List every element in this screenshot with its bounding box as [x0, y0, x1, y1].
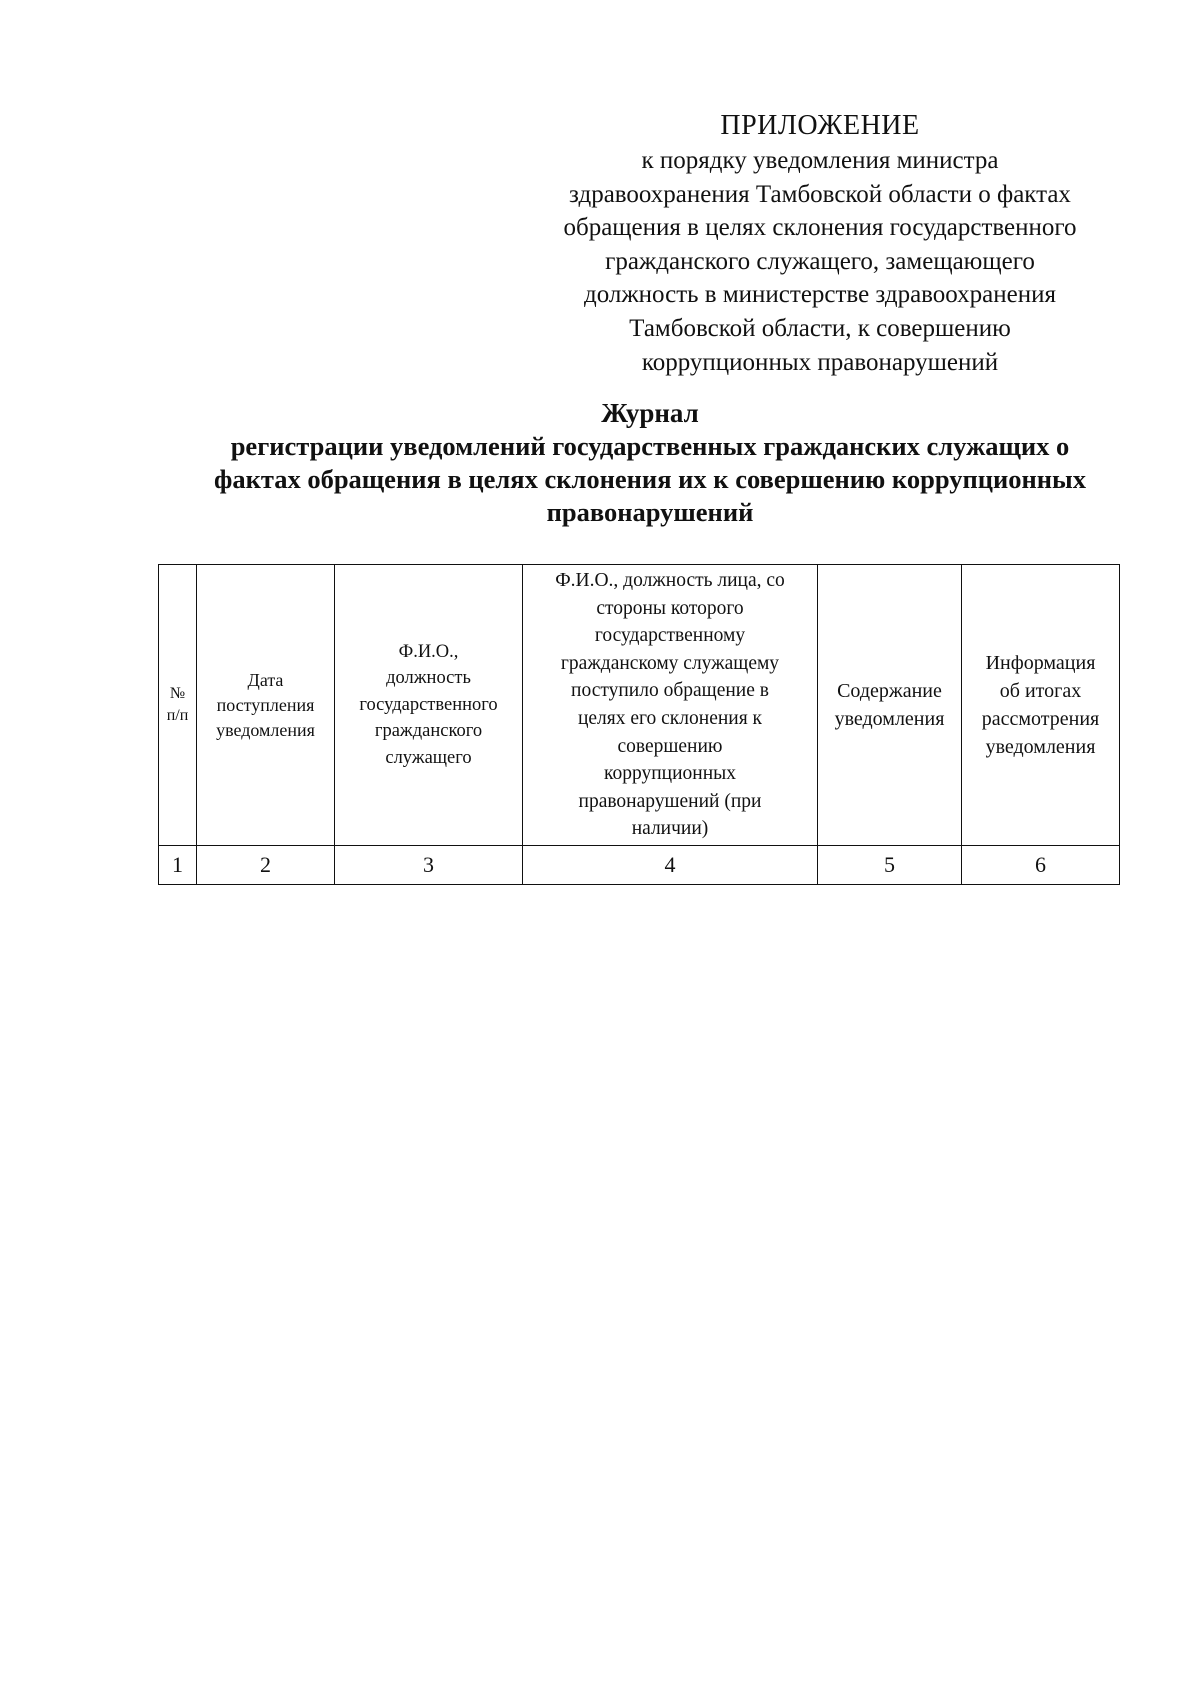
- column-number-cell: 2: [197, 846, 335, 885]
- header-text-line: стороны которого: [596, 597, 744, 619]
- header-text-line: Содержание: [837, 680, 942, 702]
- appendix-line: здравоохранения Тамбовской области о фактах: [569, 180, 1071, 208]
- appendix-line: должность в министерстве здравоохранения: [583, 281, 1057, 309]
- header-text-line: служащего: [385, 747, 472, 768]
- header-text-line: государственному: [594, 625, 746, 647]
- header-text-line: уведомления: [834, 708, 945, 730]
- journal-title: Журнал: [601, 398, 699, 428]
- header-text-line: п/п: [166, 707, 189, 724]
- appendix-line: коррупционных правонарушений: [641, 348, 999, 376]
- column-number-cell: 5: [818, 846, 962, 885]
- header-text-line: должность: [386, 668, 471, 689]
- journal-subtitle: [150, 430, 1150, 529]
- header-text-line: Информация: [985, 652, 1096, 674]
- journal-subtitle-line: регистрации уведомлений государственных гражданских служащих о: [230, 431, 1070, 461]
- column-number-cell: 1: [159, 846, 197, 885]
- header-text-line: рассмотрения: [981, 708, 1100, 730]
- header-cell-servant-name: [335, 565, 523, 846]
- header-cell-results: [962, 565, 1120, 846]
- header-text-line: уведомления: [216, 719, 315, 740]
- register-table: [158, 564, 1120, 885]
- header-cell-inducer: [523, 565, 818, 846]
- header-text-line: коррупционных: [603, 763, 736, 785]
- header-cell-date: [197, 565, 335, 846]
- header-cell-content: [818, 565, 962, 846]
- header-text-line: гражданского: [374, 721, 483, 742]
- appendix-text: [520, 144, 1120, 379]
- header-text-line: об итогах: [999, 680, 1082, 702]
- header-text-line: Ф.И.О.,: [398, 641, 459, 662]
- appendix-title: ПРИЛОЖЕНИЕ: [720, 110, 920, 141]
- table-header-row: [159, 565, 1120, 846]
- header-text-line: №: [169, 685, 186, 702]
- appendix-line: к порядку уведомления министра: [641, 147, 999, 174]
- appendix-line: Тамбовской области, к совершению: [629, 314, 1011, 342]
- appendix-block: [520, 108, 1120, 379]
- journal-subtitle-line: фактах обращения в целях склонения их к совершению коррупционных: [214, 464, 1086, 494]
- column-number-cell: 4: [523, 846, 818, 885]
- header-text-line: совершению: [617, 735, 723, 757]
- column-number-cell: 6: [962, 846, 1120, 885]
- header-text-line: государственного: [359, 694, 498, 715]
- header-text-line: наличии): [631, 818, 709, 840]
- appendix-line: гражданского служащего, замещающего: [605, 247, 1035, 275]
- header-text-line: Ф.И.О., должность лица, со: [555, 570, 785, 592]
- journal-subtitle-line: правонарушений: [546, 497, 754, 527]
- appendix-line: обращения в целях склонения государственного: [563, 214, 1077, 242]
- header-text-line: гражданскому служащему: [560, 652, 780, 674]
- header-text-line: целях его склонения к: [577, 708, 763, 729]
- header-text-line: Дата: [247, 669, 284, 690]
- header-cell-number: [159, 565, 197, 846]
- header-text-line: уведомления: [985, 736, 1096, 758]
- journal-heading: [150, 396, 1150, 529]
- column-number-cell: 3: [335, 846, 523, 885]
- header-text-line: правонарушений (при: [578, 790, 762, 812]
- header-text-line: поступления: [216, 694, 315, 715]
- header-text-line: поступило обращение в: [571, 680, 769, 702]
- column-number-row: [159, 846, 1120, 885]
